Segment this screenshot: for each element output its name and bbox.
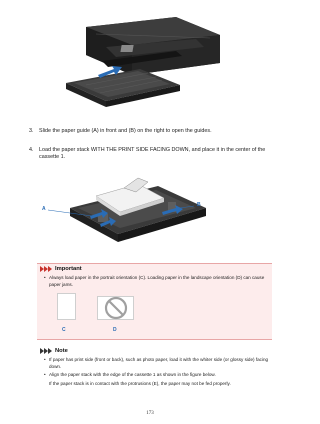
note-arrows-icon [40, 348, 52, 354]
label-d: D [113, 327, 117, 333]
step-3-text: Slide the paper guide (A) in front and (B) on the right to open the guides. [39, 128, 212, 134]
step-4-text: Load the paper stack WITH THE PRINT SIDE FACING DOWN, and place it in the center of the cassette 1. [39, 147, 266, 161]
label-b: B [197, 202, 201, 208]
step-3-number: 3. [29, 128, 34, 134]
important-arrows-icon [40, 266, 52, 272]
label-c: C [62, 327, 66, 333]
note-title: Note [55, 348, 68, 354]
bullet-dot: • [44, 372, 46, 377]
bullet-dot: • [44, 275, 46, 280]
page-number: 173 [146, 411, 154, 416]
note-continuation [49, 381, 273, 388]
step-3 [29, 128, 277, 135]
note-bullet-2 [44, 372, 272, 379]
note-continuation-text: If the paper stack is in contact with the protrusions (E), the paper may not be fed properly. [49, 381, 231, 386]
important-title: Important [55, 266, 82, 272]
step-4 [29, 147, 277, 162]
note-bullet-1-text: If paper has print side (front or back), such as photo paper, load it with the whiter side (or glossy side) facing down. [49, 357, 269, 369]
important-header [40, 266, 82, 272]
important-bullet-1-text: Always load paper in the portrait orientation (C). Loading paper in the landscape orientation (D) can cause paper jams. [49, 275, 265, 287]
portrait-paper-thumbnail [57, 293, 76, 320]
important-bullet-1 [44, 275, 266, 288]
note-bullet-2-text: Align the paper stack with the edge of the cassette 1 as shown in the figure below. [49, 372, 216, 377]
prohibited-icon [103, 293, 131, 323]
printer-cassette-figure [56, 9, 234, 114]
bullet-dot: • [44, 357, 46, 362]
note-header [40, 348, 68, 354]
cassette-paper-figure [40, 168, 220, 250]
step-4-number: 4. [29, 147, 34, 153]
label-a: A [42, 206, 46, 212]
note-bullet-1 [44, 357, 272, 370]
